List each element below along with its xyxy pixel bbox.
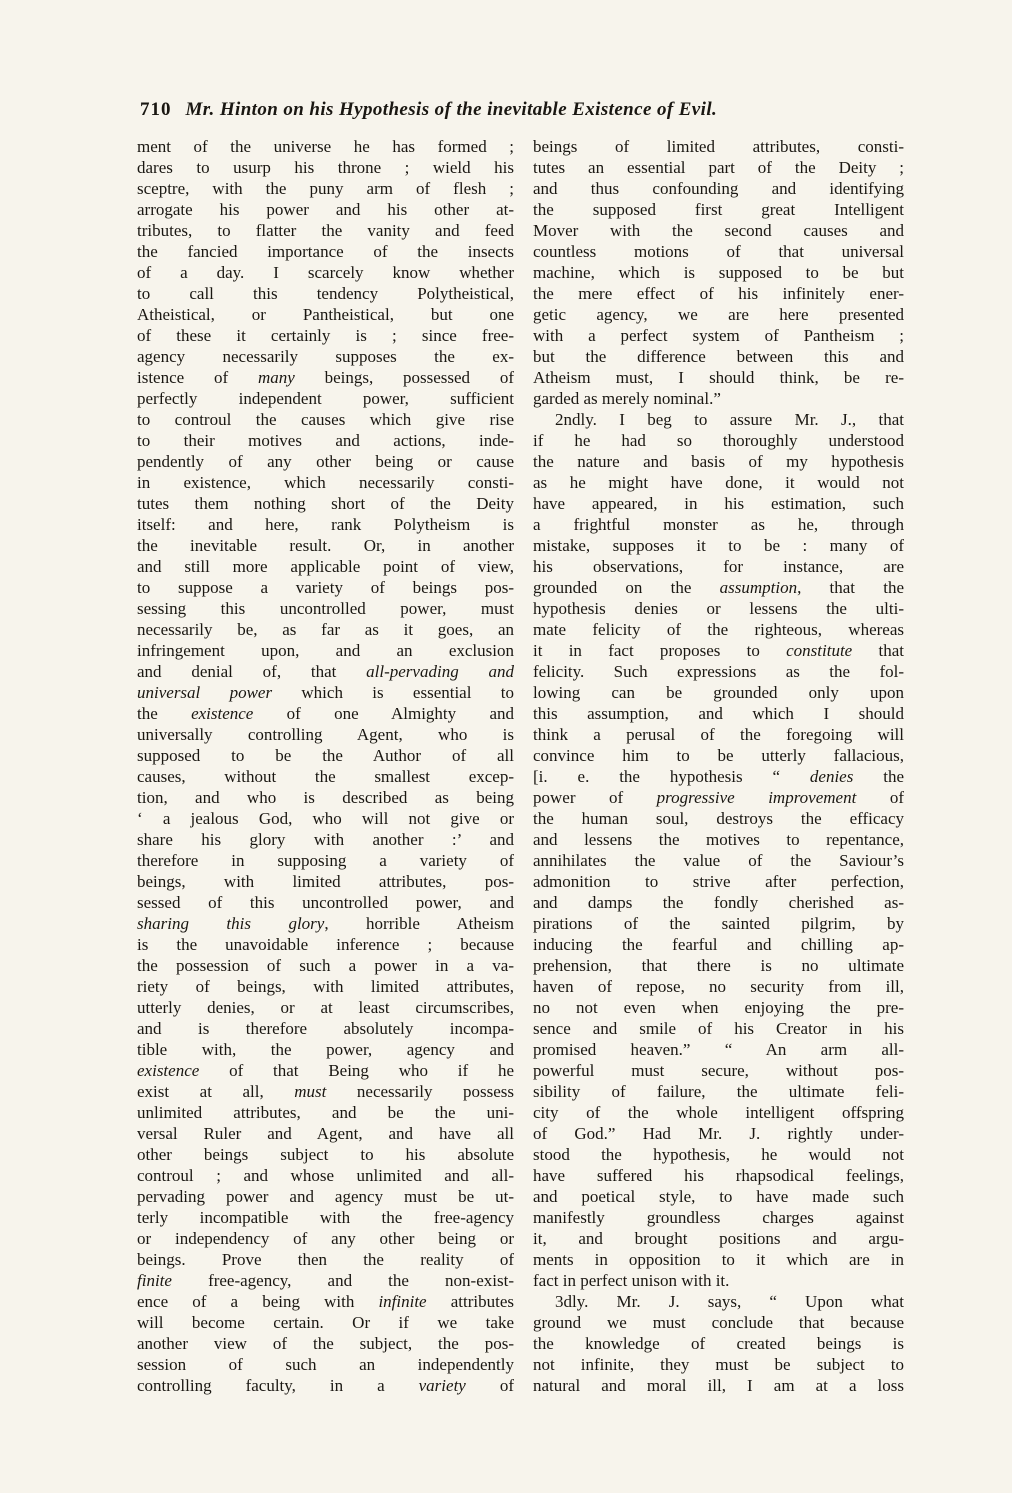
text-run: infringement upon, and an exclusion [137,641,514,660]
text-run: [i. e. the hypothesis “ [533,767,810,786]
text-line [137,871,514,892]
text-run: manifestly groundless charges against [533,1208,904,1227]
text-line [533,514,904,535]
text-line [533,1291,904,1312]
text-run: and is therefore absolutely incompa- [137,1019,514,1038]
text-line [137,724,514,745]
text-line [533,535,904,556]
text-run: to call this tendency Polytheistical, [137,284,514,303]
text-run: will become certain. Or if we take [137,1313,514,1332]
text-run: necessarily be, as far as it goes, an [137,620,514,639]
text-line [533,1375,904,1396]
text-line [533,787,904,808]
text-line [137,556,514,577]
text-line [137,241,514,262]
text-run: with a perfect system of Pantheism ; [533,326,904,345]
text-run: fact in perfect unison with it. [533,1271,730,1290]
text-line [137,514,514,535]
text-run: Atheism must, I should think, be re- [533,368,904,387]
text-line [533,829,904,850]
text-line [137,157,514,178]
text-run: hypothesis denies or lessens the ulti- [533,599,904,618]
text-run: tible with, the power, agency and [137,1040,514,1059]
text-run: his observations, for instance, are [533,557,904,576]
italic-phrase: sharing this glory [137,914,325,933]
text-line [137,367,514,388]
text-line [137,640,514,661]
text-line [137,577,514,598]
text-run: attributes [426,1292,514,1311]
text-run: the possession of such a power in a va- [137,956,514,975]
text-line [137,661,514,682]
text-line [533,493,904,514]
text-run: promised heaven.” “ An arm all- [533,1040,904,1059]
text-run: another view of the subject, the pos- [137,1334,514,1353]
text-run: free-agency, and the non-exist- [171,1271,514,1290]
text-run: machine, which is supposed to be but [533,263,904,282]
text-run: beings. Prove then the reality of [137,1250,514,1269]
text-line [137,1039,514,1060]
text-line [137,178,514,199]
text-run: tion, and who is described as being [137,788,514,807]
text-run: and damps the fondly cherished as- [533,893,904,912]
text-run: think a perusal of the foregoing will [533,725,904,744]
text-run: mate felicity of the righteous, whereas [533,620,904,639]
text-run: city of the whole intelligent offspring [533,1103,904,1122]
text-run: and poetical style, to have made such [533,1187,904,1206]
text-line [137,1249,514,1270]
text-line [533,976,904,997]
text-run: ground we must conclude that because [533,1313,904,1332]
text-line [137,1102,514,1123]
text-line [533,1165,904,1186]
text-line [533,1270,904,1291]
text-run: stood the hypothesis, he would not [533,1145,904,1164]
text-run: of these it certainly is ; since free- [137,326,514,345]
text-line [533,199,904,220]
text-line [533,136,904,157]
text-line [533,283,904,304]
italic-phrase: many [257,368,295,387]
text-run: sessing this uncontrolled power, must [137,599,514,618]
text-line [533,556,904,577]
text-run: of that Being who if he [199,1061,514,1080]
text-line [137,220,514,241]
text-line [137,1081,514,1102]
text-line [533,1312,904,1333]
text-line [137,682,514,703]
text-run: convince him to be utterly fallacious, [533,746,904,765]
text-line [533,892,904,913]
text-run: powerful must secure, without pos- [533,1061,904,1080]
text-line [137,1123,514,1144]
text-run: controlling faculty, in a [137,1376,419,1395]
text-run: tributes, to flatter the vanity and feed [137,221,514,240]
text-line [137,1186,514,1207]
text-line [533,157,904,178]
text-line [137,1018,514,1039]
text-run: controul ; and whose unlimited and all- [137,1166,514,1185]
text-run: pendently of any other being or cause [137,452,514,471]
text-line [533,619,904,640]
text-line [533,871,904,892]
text-line [533,1102,904,1123]
text-run: it in fact proposes to [533,641,787,660]
text-line [533,388,904,409]
text-line [533,1354,904,1375]
text-line [533,346,904,367]
text-run: pirations of the sainted pilgrim, by [533,914,904,933]
text-line [137,136,514,157]
text-line [137,703,514,724]
text-run: ments in opposition to it which are in [533,1250,904,1269]
text-run: the [853,767,904,786]
text-line [137,997,514,1018]
text-line [137,1060,514,1081]
text-run: other beings subject to his absolute [137,1145,514,1164]
text-run: of God.” Had Mr. J. rightly under- [533,1124,904,1143]
italic-phrase: all-pervading and [366,662,514,681]
text-line [533,451,904,472]
text-line [137,304,514,325]
text-run: the human soul, destroys the efficacy [533,809,904,828]
text-run: the mere effect of his infinitely ener- [533,284,904,303]
text-run: the supposed first great Intelligent [533,200,904,219]
text-line [137,892,514,913]
text-run: admonition to strive after perfection, [533,872,904,891]
text-line [137,808,514,829]
right-column [533,136,904,1396]
text-run: perfectly independent power, sufficient [137,389,514,408]
text-line [137,934,514,955]
text-run: countless motions of that universal [533,242,904,261]
italic-phrase: must [294,1082,327,1101]
text-line [533,430,904,451]
text-run: istence of [137,368,258,387]
text-run: , that the [797,578,904,597]
italic-phrase: finite [137,1271,172,1290]
text-line [533,472,904,493]
text-run: lowing can be grounded only upon [533,683,904,702]
text-line [533,178,904,199]
text-run: beings of limited attributes, consti- [533,137,904,156]
text-run: it, and brought positions and argu- [533,1229,904,1248]
text-line [137,346,514,367]
text-line [533,745,904,766]
text-run: but the difference between this and [533,347,904,366]
text-run: beings, possessed of [294,368,514,387]
text-run: no not even when enjoying the pre- [533,998,904,1017]
italic-phrase: denies [809,767,854,786]
text-line [137,766,514,787]
text-run: getic agency, we are here presented [533,305,904,324]
text-line [137,1165,514,1186]
text-run: universally controlling Agent, who is [137,725,514,744]
text-line [137,955,514,976]
text-run: in existence, which necessarily consti- [137,473,514,492]
text-run: sessed of this uncontrolled power, and [137,893,514,912]
text-run: utterly denies, or at least circumscribes, [137,998,514,1017]
text-line [533,325,904,346]
text-line [137,1228,514,1249]
text-run: share his glory with another :’ and [137,830,514,849]
text-run: natural and moral ill, I am at a loss [533,1376,904,1395]
text-run: agency necessarily supposes the ex- [137,347,514,366]
text-run: prehension, that there is no ultimate [533,956,904,975]
text-run: of [856,788,904,807]
text-run: the [137,704,192,723]
text-run: versal Ruler and Agent, and have all [137,1124,514,1143]
text-run: itself: and here, rank Polytheism is [137,515,514,534]
text-line [533,367,904,388]
text-line [533,1081,904,1102]
text-run: beings, with limited attributes, pos- [137,872,514,891]
text-line [533,577,904,598]
left-column [137,136,514,1396]
text-run: power of [533,788,657,807]
text-line [137,472,514,493]
text-run: as he might have done, it would not [533,473,904,492]
text-run: 3dly. Mr. J. says, “ Upon what [555,1292,904,1311]
text-run: and thus confounding and identifying [533,179,904,198]
text-line [137,430,514,451]
text-line [533,1144,904,1165]
text-run: the fancied importance of the insects [137,242,514,261]
text-line [137,976,514,997]
text-run: unlimited attributes, and be the uni- [137,1103,514,1122]
text-run: haven of repose, no security from ill, [533,977,904,996]
italic-phrase: constitute [786,641,853,660]
text-line [137,619,514,640]
text-run: and still more applicable point of view, [137,557,514,576]
text-line [137,1144,514,1165]
text-line [533,1333,904,1354]
text-line [533,682,904,703]
text-run: ence of a being with [137,1292,379,1311]
text-run: mistake, supposes it to be : many of [533,536,904,555]
text-run: sence and smile of his Creator in his [533,1019,904,1038]
text-run: supposed to be the Author of all [137,746,514,765]
text-run: garded as merely nominal.” [533,389,721,408]
text-run: not infinite, they must be subject to [533,1355,904,1374]
text-line [533,1018,904,1039]
text-run: of one Almighty and [253,704,514,723]
text-run: riety of beings, with limited attributes, [137,977,514,996]
text-line [533,1207,904,1228]
text-run: grounded on the [533,578,720,597]
text-run: sceptre, with the puny arm of flesh ; [137,179,514,198]
italic-phrase: progressive improvement [656,788,857,807]
running-header [140,98,900,122]
text-run: 2ndly. I beg to assure Mr. J., that [555,410,904,429]
text-line [137,1375,514,1396]
text-run: causes, without the smallest excep- [137,767,514,786]
text-run: sibility of failure, the ultimate feli- [533,1082,904,1101]
text-line [533,409,904,430]
text-line [137,388,514,409]
text-run: if he had so thoroughly understood [533,431,904,450]
text-run: , horrible Atheism [324,914,514,933]
text-run: the nature and basis of my hypothesis [533,452,904,471]
text-run: the knowledge of created beings is [533,1334,904,1353]
text-run: exist at all, [137,1082,295,1101]
italic-phrase: existence [191,704,254,723]
text-run: session of such an independently [137,1355,514,1374]
text-line [533,1249,904,1270]
text-line [137,1291,514,1312]
text-line [137,451,514,472]
text-run: that [852,641,904,660]
text-line [137,535,514,556]
text-run: therefore in supposing a variety of [137,851,514,870]
text-line [533,304,904,325]
italic-phrase: universal power [137,683,273,702]
text-line [137,598,514,619]
text-line [137,1207,514,1228]
text-line [137,493,514,514]
text-line [137,1270,514,1291]
text-run: which is essential to [272,683,514,702]
page-number: 710 [140,99,172,120]
text-run: and denial of, that [137,662,367,681]
text-line [137,1312,514,1333]
text-line [533,934,904,955]
text-run: of a day. I scarcely know whether [137,263,514,282]
text-run: and lessens the motives to repentance, [533,830,904,849]
text-run: dares to usurp his throne ; wield his [137,158,514,177]
italic-phrase: variety [418,1376,466,1395]
text-line [533,997,904,1018]
text-line [137,850,514,871]
text-line [137,745,514,766]
text-line [533,241,904,262]
text-line [137,262,514,283]
text-run: to their motives and actions, inde- [137,431,514,450]
text-run: pervading power and agency must be ut- [137,1187,514,1206]
text-line [533,262,904,283]
text-run: inducing the fearful and chilling ap- [533,935,904,954]
italic-phrase: assumption [719,578,798,597]
text-run: Mover with the second causes and [533,221,904,240]
text-run: have suffered his rhapsodical feelings, [533,1166,904,1185]
text-run: to suppose a variety of beings pos- [137,578,514,597]
text-line [137,787,514,808]
text-line [137,1354,514,1375]
text-line [533,1186,904,1207]
italic-phrase: existence [137,1061,200,1080]
text-run: necessarily possess [326,1082,514,1101]
text-line [137,325,514,346]
text-line [533,661,904,682]
text-run: the inevitable result. Or, in another [137,536,514,555]
text-line [533,766,904,787]
text-run: Atheistical, or Pantheistical, but one [137,305,514,324]
text-run: tutes an essential part of the Deity ; [533,158,904,177]
text-line [137,283,514,304]
text-line [137,1333,514,1354]
text-line [533,955,904,976]
text-run: felicity. Such expressions as the fol- [533,662,904,681]
text-run: this assumption, and which I should [533,704,904,723]
text-run: tutes them nothing short of the Deity [137,494,514,513]
text-run: ment of the universe he has formed ; [137,137,514,156]
text-run: terly incompatible with the free-agency [137,1208,514,1227]
text-line [137,199,514,220]
text-run: have appeared, in his estimation, such [533,494,904,513]
text-line [533,640,904,661]
text-line [533,850,904,871]
text-line [533,1228,904,1249]
text-line [137,829,514,850]
text-run: is the unavoidable inference ; because [137,935,514,954]
text-line [137,913,514,934]
text-line [533,913,904,934]
text-line [533,724,904,745]
text-run: ‘ a jealous God, who will not give or [137,809,514,828]
text-line [533,220,904,241]
text-line [533,703,904,724]
text-run: of [465,1376,514,1395]
text-run: annihilates the value of the Saviour’s [533,851,904,870]
text-line [137,409,514,430]
text-run: to controul the causes which give rise [137,410,514,429]
text-line [533,1123,904,1144]
italic-phrase: infinite [378,1292,427,1311]
text-run: or independency of any other being or [137,1229,514,1248]
text-line [533,598,904,619]
running-title: Mr. Hinton on his Hypothesis of the inevitable Existence of Evil. [185,99,718,120]
text-run: arrogate his power and his other at- [137,200,514,219]
text-line [533,808,904,829]
text-run: a frightful monster as he, through [533,515,904,534]
text-line [533,1060,904,1081]
text-line [533,1039,904,1060]
